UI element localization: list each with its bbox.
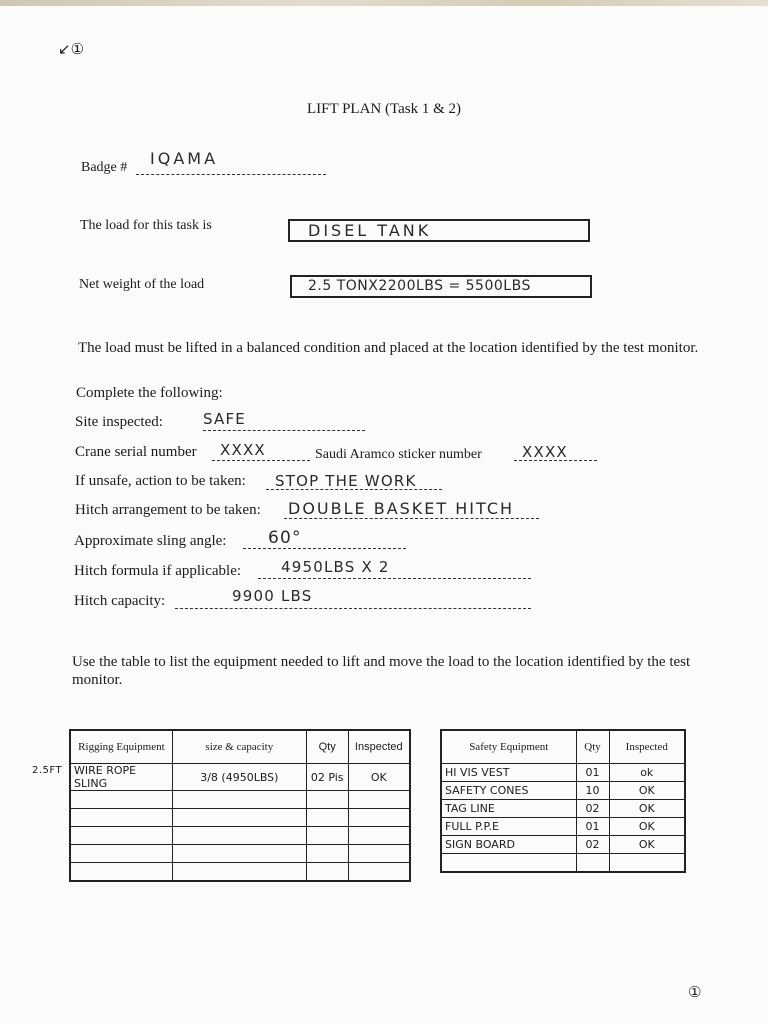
corner-mark: ↙① [58, 40, 85, 58]
crane-serial-label: Crane serial number [75, 444, 197, 460]
hitch-formula-value: 4950LBS X 2 [281, 558, 390, 576]
load-value-box: DISEL TANK [288, 219, 590, 242]
hitch-formula-line [258, 578, 531, 579]
badge-value: IQAMA [150, 149, 219, 168]
complete-label: Complete the following: [76, 385, 223, 401]
rigging-cell [172, 791, 306, 809]
page-number: ① [688, 983, 702, 1001]
safety-equipment-table [440, 729, 686, 873]
paper-edge [0, 0, 768, 6]
badge-line [136, 174, 326, 175]
aramco-sticker-value: XXXX [522, 443, 568, 461]
safety-header-cell: Safety Equipment [441, 730, 576, 764]
safety-cell: FULL P.P.E [441, 818, 576, 836]
rigging-cell [348, 827, 410, 845]
safety-cell: OK [609, 836, 685, 854]
rigging-cell [70, 845, 172, 863]
hitch-capacity-line [175, 608, 531, 609]
rigging-header-cell: Rigging Equipment [70, 730, 172, 764]
rigging-header-cell: size & capacity [172, 730, 306, 764]
rigging-row [70, 827, 410, 845]
rigging-cell [70, 827, 172, 845]
sling-angle-line [243, 548, 406, 549]
safety-cell: HI VIS VEST [441, 764, 576, 782]
crane-serial-line [212, 460, 310, 461]
rigging-cell [306, 845, 348, 863]
hitch-capacity-label: Hitch capacity: [74, 593, 166, 609]
safety-cell: 02 [576, 800, 609, 818]
rigging-cell: 3/8 (4950LBS) [172, 764, 306, 791]
page-title: LIFT PLAN (Task 1 & 2) [306, 101, 462, 117]
aramco-sticker-label: Saudi Aramco sticker number [315, 447, 482, 462]
rigging-header-cell: Qty [306, 730, 348, 764]
safety-body [441, 764, 685, 873]
rigging-cell [306, 863, 348, 882]
hitch-arrangement-line [284, 518, 539, 519]
safety-header-row [441, 730, 685, 764]
net-weight-value-box: 2.5 TONX2200LBS = 5500LBS [290, 275, 592, 298]
rigging-cell [348, 845, 410, 863]
hitch-arrangement-value: DOUBLE BASKET HITCH [288, 499, 515, 518]
sling-angle-label: Approximate sling angle: [74, 533, 227, 549]
rigging-cell [306, 809, 348, 827]
rigging-row [70, 764, 410, 791]
badge-label: Badge # [81, 160, 128, 175]
safety-header-cell: Qty [576, 730, 609, 764]
safety-cell: OK [609, 782, 685, 800]
hitch-capacity-value: 9900 LBS [232, 587, 313, 605]
safety-row [441, 854, 685, 873]
rigging-row [70, 863, 410, 882]
sling-angle-value: 60° [268, 528, 302, 548]
rigging-cell [348, 863, 410, 882]
hitch-arrangement-label: Hitch arrangement to be taken: [75, 502, 261, 518]
rigging-header-cell: Inspected [348, 730, 410, 764]
safety-cell: SAFETY CONES [441, 782, 576, 800]
rigging-cell [70, 791, 172, 809]
safety-cell: 02 [576, 836, 609, 854]
safety-cell: OK [609, 800, 685, 818]
safety-row [441, 764, 685, 782]
rigging-body [70, 764, 410, 882]
rigging-header-row [70, 730, 410, 764]
rigging-cell [172, 845, 306, 863]
hitch-formula-label: Hitch formula if applicable: [74, 563, 242, 579]
rigging-equipment-table [69, 729, 411, 882]
rigging-cell [70, 809, 172, 827]
site-inspected-label: Site inspected: [75, 414, 163, 430]
safety-cell [576, 854, 609, 873]
safety-header-cell: Inspected [609, 730, 685, 764]
rigging-cell: 02 Pis [306, 764, 348, 791]
safety-row [441, 818, 685, 836]
safety-row [441, 836, 685, 854]
site-inspected-value: SAFE [203, 410, 246, 428]
load-label: The load for this task is [80, 218, 212, 233]
safety-cell: TAG LINE [441, 800, 576, 818]
safety-cell: SIGN BOARD [441, 836, 576, 854]
safety-cell: ok [609, 764, 685, 782]
rigging-cell [348, 809, 410, 827]
rigging-cell: OK [348, 764, 410, 791]
rigging-row [70, 809, 410, 827]
safety-cell [609, 854, 685, 873]
lift-instruction: The load must be lifted in a balanced condition and placed at the location identified by the test monitor. [78, 340, 699, 356]
rigging-cell [172, 863, 306, 882]
net-weight-label: Net weight of the load [79, 277, 205, 292]
safety-row [441, 782, 685, 800]
rigging-cell [172, 809, 306, 827]
rigging-cell [306, 827, 348, 845]
safety-cell: OK [609, 818, 685, 836]
rigging-cell [306, 791, 348, 809]
rigging-cell: WIRE ROPE SLING [70, 764, 172, 791]
safety-row [441, 800, 685, 818]
safety-cell: 01 [576, 818, 609, 836]
rigging-note: 2.5FT [32, 765, 63, 776]
crane-serial-value: XXXX [220, 441, 266, 459]
table-instruction: Use the table to list the equipment needed to lift and move the load to the location identified by the test monitor. [72, 654, 691, 688]
safety-cell: 01 [576, 764, 609, 782]
rigging-cell [70, 863, 172, 882]
rigging-cell [172, 827, 306, 845]
site-inspected-line [203, 430, 365, 431]
rigging-row [70, 791, 410, 809]
safety-cell: 10 [576, 782, 609, 800]
unsafe-action-label: If unsafe, action to be taken: [75, 473, 246, 489]
safety-cell [441, 854, 576, 873]
rigging-cell [348, 791, 410, 809]
unsafe-action-value: STOP THE WORK [275, 472, 417, 490]
rigging-row [70, 845, 410, 863]
